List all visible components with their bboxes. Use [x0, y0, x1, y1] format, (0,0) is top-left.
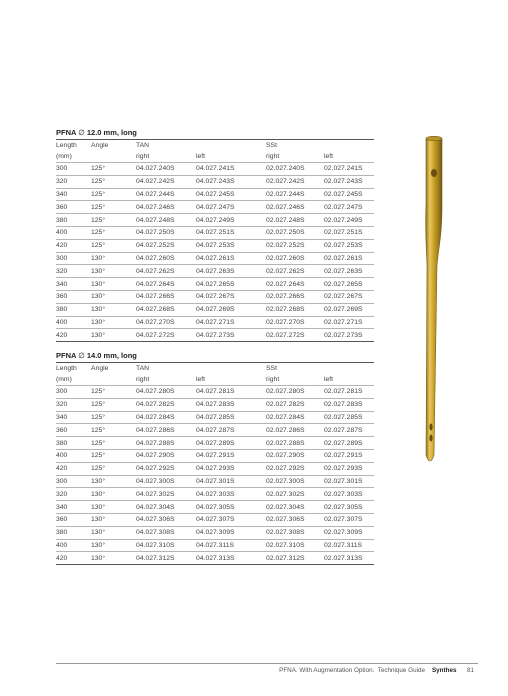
length-cell: 380 — [56, 303, 91, 316]
header-angle: Angle — [91, 140, 136, 152]
header-blank — [196, 140, 266, 152]
sst-left-cell: 02.027.289S — [324, 437, 374, 450]
angle-cell: 125° — [91, 214, 136, 227]
tan-left-cell: 04.027.269S — [196, 303, 266, 316]
table-body — [56, 386, 374, 565]
length-cell: 360 — [56, 290, 91, 303]
table-row — [56, 437, 374, 450]
angle-cell: 125° — [91, 201, 136, 214]
tan-right-cell: 04.027.252S — [136, 239, 196, 252]
tan-right-cell: 04.027.272S — [136, 329, 196, 342]
tan-left-cell: 04.027.289S — [196, 437, 266, 450]
tan-right-cell: 04.027.282S — [136, 398, 196, 411]
tan-right-cell: 04.027.266S — [136, 290, 196, 303]
sst-right-cell: 02.027.282S — [266, 398, 324, 411]
angle-cell: 130° — [91, 316, 136, 329]
table-row — [56, 513, 374, 526]
tan-right-cell: 04.027.302S — [136, 488, 196, 501]
sst-left-cell: 02.027.273S — [324, 329, 374, 342]
header-length: Length — [56, 140, 91, 152]
header-blank — [196, 363, 266, 375]
table-row — [56, 188, 374, 201]
table-row — [56, 214, 374, 227]
table-row — [56, 252, 374, 265]
sst-left-cell: 02.027.291S — [324, 449, 374, 462]
length-cell: 380 — [56, 214, 91, 227]
tan-left-cell: 04.027.247S — [196, 201, 266, 214]
tan-left-cell: 04.027.283S — [196, 398, 266, 411]
title-spec: 14.0 mm, long — [86, 351, 137, 360]
tan-left-cell: 04.027.303S — [196, 488, 266, 501]
table-section-12mm — [56, 127, 374, 342]
tan-right-cell: 04.027.304S — [136, 501, 196, 514]
sst-right-cell: 02.027.268S — [266, 303, 324, 316]
angle-cell: 125° — [91, 239, 136, 252]
tan-right-cell: 04.027.290S — [136, 449, 196, 462]
table-row — [56, 278, 374, 291]
header-sst-right: right — [266, 153, 280, 160]
length-cell: 300 — [56, 252, 91, 265]
table-row — [56, 163, 374, 176]
header-tan-left: left — [196, 153, 206, 160]
tan-left-cell: 04.027.293S — [196, 462, 266, 475]
sst-right-cell: 02.027.252S — [266, 239, 324, 252]
header-tan-left: left — [196, 376, 206, 383]
header-length-unit: (mm) — [56, 376, 72, 383]
header-sst: SSt — [266, 363, 324, 375]
sst-left-cell: 02.027.307S — [324, 513, 374, 526]
header-row-2 — [56, 151, 374, 163]
length-cell: 420 — [56, 552, 91, 565]
angle-cell: 125° — [91, 226, 136, 239]
table-row — [56, 424, 374, 437]
angle-cell: 130° — [91, 265, 136, 278]
tan-right-cell: 04.027.288S — [136, 437, 196, 450]
tan-left-cell: 04.027.253S — [196, 239, 266, 252]
sst-left-cell: 02.027.253S — [324, 239, 374, 252]
footer — [279, 667, 474, 674]
header-sst-left: left — [324, 376, 334, 383]
angle-cell: 125° — [91, 462, 136, 475]
catalog-table — [56, 362, 374, 565]
tan-right-cell: 04.027.284S — [136, 411, 196, 424]
sst-right-cell: 02.027.248S — [266, 214, 324, 227]
angle-cell: 130° — [91, 290, 136, 303]
tan-left-cell: 04.027.311S — [196, 539, 266, 552]
angle-cell: 130° — [91, 488, 136, 501]
length-cell: 320 — [56, 175, 91, 188]
header-sst: SSt — [266, 140, 324, 152]
tan-left-cell: 04.027.243S — [196, 175, 266, 188]
sst-left-cell: 02.027.243S — [324, 175, 374, 188]
tan-right-cell: 04.027.310S — [136, 539, 196, 552]
tan-left-cell: 04.027.281S — [196, 386, 266, 399]
length-cell: 320 — [56, 398, 91, 411]
sst-left-cell: 02.027.293S — [324, 462, 374, 475]
table-row — [56, 449, 374, 462]
sst-right-cell: 02.027.286S — [266, 424, 324, 437]
sst-left-cell: 02.027.287S — [324, 424, 374, 437]
sst-left-cell: 02.027.271S — [324, 316, 374, 329]
table-row — [56, 239, 374, 252]
sst-right-cell: 02.027.240S — [266, 163, 324, 176]
angle-cell: 125° — [91, 188, 136, 201]
sst-right-cell: 02.027.302S — [266, 488, 324, 501]
title-product: PFNA — [56, 128, 77, 137]
sst-left-cell: 02.027.263S — [324, 265, 374, 278]
tan-right-cell: 04.027.268S — [136, 303, 196, 316]
length-cell: 360 — [56, 201, 91, 214]
sst-right-cell: 02.027.262S — [266, 265, 324, 278]
table-row — [56, 316, 374, 329]
tan-right-cell: 04.027.240S — [136, 163, 196, 176]
table-row — [56, 539, 374, 552]
tan-right-cell: 04.027.242S — [136, 175, 196, 188]
angle-cell: 125° — [91, 424, 136, 437]
sst-left-cell: 02.027.281S — [324, 386, 374, 399]
header-blank — [324, 363, 374, 375]
angle-cell: 125° — [91, 449, 136, 462]
diameter-symbol: ∅ — [78, 351, 85, 360]
length-cell: 340 — [56, 411, 91, 424]
table-row — [56, 552, 374, 565]
angle-cell: 130° — [91, 278, 136, 291]
tan-left-cell: 04.027.287S — [196, 424, 266, 437]
footer-brand: Synthes — [431, 667, 457, 674]
sst-right-cell: 02.027.270S — [266, 316, 324, 329]
sst-right-cell: 02.027.266S — [266, 290, 324, 303]
page-number: 81 — [466, 667, 474, 674]
length-cell: 400 — [56, 449, 91, 462]
sst-left-cell: 02.027.261S — [324, 252, 374, 265]
sst-right-cell: 02.027.250S — [266, 226, 324, 239]
sst-left-cell: 02.027.267S — [324, 290, 374, 303]
sst-right-cell: 02.027.312S — [266, 552, 324, 565]
diameter-symbol: ∅ — [78, 128, 85, 137]
sst-left-cell: 02.027.251S — [324, 226, 374, 239]
length-cell: 340 — [56, 501, 91, 514]
tan-right-cell: 04.027.264S — [136, 278, 196, 291]
sst-left-cell: 02.027.303S — [324, 488, 374, 501]
tan-left-cell: 04.027.271S — [196, 316, 266, 329]
tan-left-cell: 04.027.263S — [196, 265, 266, 278]
table-row — [56, 501, 374, 514]
table-row — [56, 303, 374, 316]
sst-right-cell: 02.027.304S — [266, 501, 324, 514]
header-blank — [91, 374, 136, 386]
sst-right-cell: 02.027.306S — [266, 513, 324, 526]
header-sst-left: left — [324, 153, 334, 160]
footer-rule — [56, 663, 478, 664]
sst-left-cell: 02.027.309S — [324, 526, 374, 539]
tan-right-cell: 04.027.262S — [136, 265, 196, 278]
table-row — [56, 386, 374, 399]
sst-left-cell: 02.027.313S — [324, 552, 374, 565]
table-title — [56, 350, 374, 362]
sst-right-cell: 02.027.280S — [266, 386, 324, 399]
header-tan: TAN — [136, 363, 196, 375]
table-row — [56, 201, 374, 214]
sst-left-cell: 02.027.311S — [324, 539, 374, 552]
table-body — [56, 163, 374, 342]
table-row — [56, 475, 374, 488]
tan-right-cell: 04.027.244S — [136, 188, 196, 201]
tan-left-cell: 04.027.261S — [196, 252, 266, 265]
tan-left-cell: 04.027.251S — [196, 226, 266, 239]
length-cell: 360 — [56, 424, 91, 437]
tan-left-cell: 04.027.285S — [196, 411, 266, 424]
table-row — [56, 290, 374, 303]
length-cell: 300 — [56, 475, 91, 488]
tan-left-cell: 04.027.301S — [196, 475, 266, 488]
length-cell: 320 — [56, 488, 91, 501]
pfna-nail-image — [412, 135, 452, 475]
tan-left-cell: 04.027.291S — [196, 449, 266, 462]
header-length-unit: (mm) — [56, 153, 72, 160]
angle-cell: 125° — [91, 163, 136, 176]
table-title — [56, 127, 374, 139]
header-tan: TAN — [136, 140, 196, 152]
angle-cell: 130° — [91, 252, 136, 265]
table-row — [56, 411, 374, 424]
sst-right-cell: 02.027.246S — [266, 201, 324, 214]
tan-right-cell: 04.027.260S — [136, 252, 196, 265]
table-row — [56, 462, 374, 475]
sst-right-cell: 02.027.308S — [266, 526, 324, 539]
table-row — [56, 175, 374, 188]
tan-left-cell: 04.027.313S — [196, 552, 266, 565]
tan-left-cell: 04.027.265S — [196, 278, 266, 291]
tan-right-cell: 04.027.246S — [136, 201, 196, 214]
sst-right-cell: 02.027.242S — [266, 175, 324, 188]
length-cell: 340 — [56, 188, 91, 201]
tan-right-cell: 04.027.308S — [136, 526, 196, 539]
length-cell: 380 — [56, 437, 91, 450]
tan-left-cell: 04.027.249S — [196, 214, 266, 227]
footer-doc: PFNA. With Augmentation Option. — [279, 667, 375, 674]
angle-cell: 130° — [91, 539, 136, 552]
catalog-table — [56, 139, 374, 342]
sst-right-cell: 02.027.310S — [266, 539, 324, 552]
sst-right-cell: 02.027.260S — [266, 252, 324, 265]
sst-right-cell: 02.027.244S — [266, 188, 324, 201]
sst-left-cell: 02.027.285S — [324, 411, 374, 424]
header-blank — [91, 151, 136, 163]
angle-cell: 130° — [91, 552, 136, 565]
tan-left-cell: 04.027.307S — [196, 513, 266, 526]
sst-left-cell: 02.027.241S — [324, 163, 374, 176]
header-blank — [324, 140, 374, 152]
tan-right-cell: 04.027.292S — [136, 462, 196, 475]
angle-cell: 130° — [91, 526, 136, 539]
tan-right-cell: 04.027.270S — [136, 316, 196, 329]
sst-left-cell: 02.027.305S — [324, 501, 374, 514]
length-cell: 340 — [56, 278, 91, 291]
sst-right-cell: 02.027.290S — [266, 449, 324, 462]
tan-right-cell: 04.027.248S — [136, 214, 196, 227]
table-row — [56, 398, 374, 411]
length-cell: 420 — [56, 239, 91, 252]
header-tan-right: right — [136, 376, 150, 383]
sst-right-cell: 02.027.292S — [266, 462, 324, 475]
table-section-14mm — [56, 350, 374, 565]
sst-right-cell: 02.027.288S — [266, 437, 324, 450]
tan-left-cell: 04.027.273S — [196, 329, 266, 342]
length-cell: 420 — [56, 462, 91, 475]
tan-left-cell: 04.027.245S — [196, 188, 266, 201]
angle-cell: 125° — [91, 437, 136, 450]
length-cell: 300 — [56, 386, 91, 399]
length-cell: 360 — [56, 513, 91, 526]
tan-left-cell: 04.027.267S — [196, 290, 266, 303]
header-angle: Angle — [91, 363, 136, 375]
angle-cell: 130° — [91, 303, 136, 316]
angle-cell: 125° — [91, 175, 136, 188]
length-cell: 420 — [56, 329, 91, 342]
sst-left-cell: 02.027.269S — [324, 303, 374, 316]
tan-right-cell: 04.027.312S — [136, 552, 196, 565]
length-cell: 400 — [56, 539, 91, 552]
length-cell: 400 — [56, 316, 91, 329]
tan-right-cell: 04.027.286S — [136, 424, 196, 437]
tan-left-cell: 04.027.309S — [196, 526, 266, 539]
tan-left-cell: 04.027.241S — [196, 163, 266, 176]
tan-left-cell: 04.027.305S — [196, 501, 266, 514]
header-length: Length — [56, 363, 91, 375]
sst-left-cell: 02.027.249S — [324, 214, 374, 227]
sst-right-cell: 02.027.272S — [266, 329, 324, 342]
title-spec: 12.0 mm, long — [86, 128, 137, 137]
angle-cell: 130° — [91, 513, 136, 526]
tan-right-cell: 04.027.280S — [136, 386, 196, 399]
tan-right-cell: 04.027.250S — [136, 226, 196, 239]
sst-left-cell: 02.027.283S — [324, 398, 374, 411]
angle-cell: 130° — [91, 329, 136, 342]
sst-left-cell: 02.027.247S — [324, 201, 374, 214]
table-row — [56, 265, 374, 278]
header-row-1 — [56, 363, 374, 375]
sst-right-cell: 02.027.284S — [266, 411, 324, 424]
footer-guide: Technique Guide — [377, 667, 425, 674]
header-tan-right: right — [136, 153, 150, 160]
angle-cell: 125° — [91, 398, 136, 411]
sst-right-cell: 02.027.300S — [266, 475, 324, 488]
angle-cell: 125° — [91, 386, 136, 399]
length-cell: 320 — [56, 265, 91, 278]
angle-cell: 130° — [91, 475, 136, 488]
length-cell: 400 — [56, 226, 91, 239]
tan-right-cell: 04.027.300S — [136, 475, 196, 488]
length-cell: 300 — [56, 163, 91, 176]
table-row — [56, 329, 374, 342]
header-sst-right: right — [266, 376, 280, 383]
table-row — [56, 526, 374, 539]
table-row — [56, 488, 374, 501]
header-row-2 — [56, 374, 374, 386]
sst-right-cell: 02.027.264S — [266, 278, 324, 291]
angle-cell: 125° — [91, 411, 136, 424]
length-cell: 380 — [56, 526, 91, 539]
sst-left-cell: 02.027.245S — [324, 188, 374, 201]
angle-cell: 130° — [91, 501, 136, 514]
header-row-1 — [56, 140, 374, 152]
tan-right-cell: 04.027.306S — [136, 513, 196, 526]
sst-left-cell: 02.027.265S — [324, 278, 374, 291]
title-product: PFNA — [56, 351, 77, 360]
sst-left-cell: 02.027.301S — [324, 475, 374, 488]
table-row — [56, 226, 374, 239]
